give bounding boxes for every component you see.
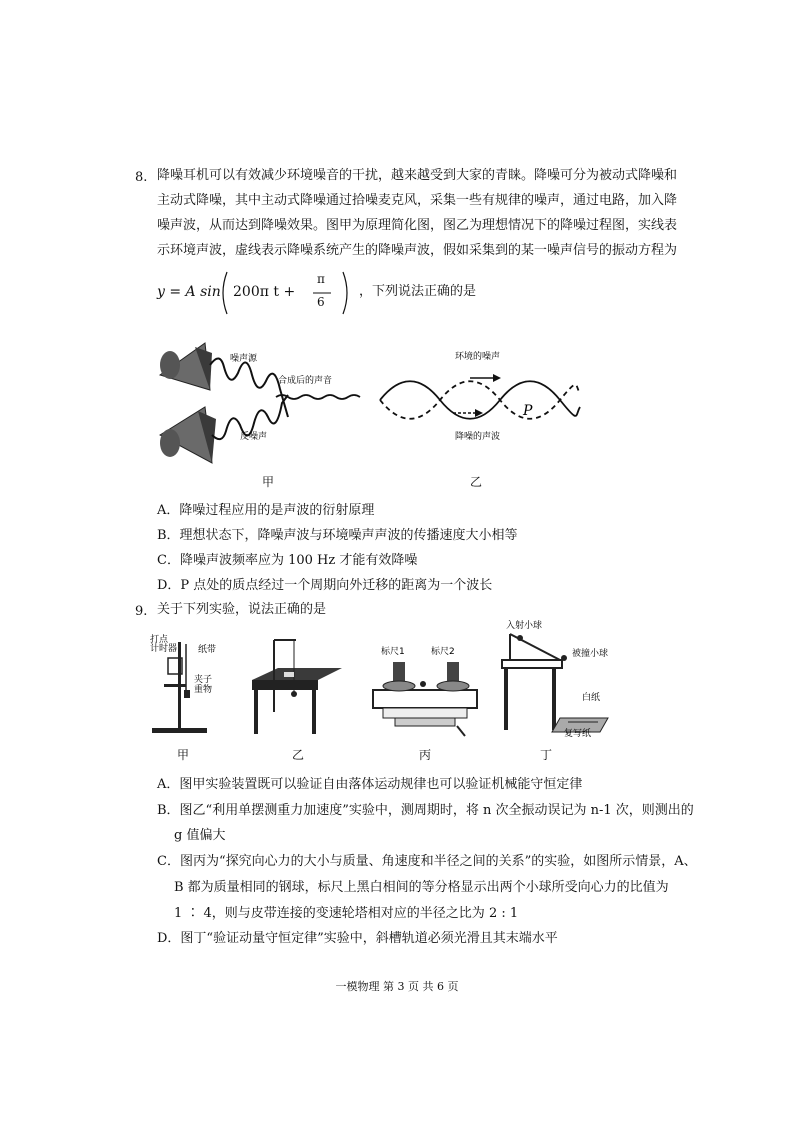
- q8-caption-yi: 乙: [470, 475, 483, 489]
- q8-caption-jia: 甲: [262, 475, 275, 489]
- equation-tail: ，下列说法正确的是: [359, 284, 477, 299]
- q9-option-b-line-2: g 值偏大: [174, 828, 226, 843]
- q8-stem-line-2: 主动式降噪，其中主动式降噪通过拾噪麦克风，采集一些有规律的噪声，通过电路，加入降: [157, 193, 678, 208]
- label-noise-source: 噪声源: [230, 354, 258, 364]
- label-clip: 夹子: [194, 675, 213, 685]
- q9-figure-ding: [498, 620, 623, 738]
- q9-caption-yi: 乙: [292, 748, 305, 762]
- q9-number: 9.: [135, 604, 148, 619]
- q9-stem: 关于下列实验，说法正确的是: [157, 602, 327, 617]
- q8-figure-yi: [375, 345, 585, 455]
- q9-caption-bing: 丙: [419, 748, 432, 762]
- label-target-ball: 被撞小球: [572, 649, 609, 659]
- label-combined: 合成后的声音: [278, 376, 333, 386]
- label-incident-ball: 入射小球: [506, 621, 543, 631]
- q8-stem-line-4: 示环境声波，虚线表示降噪系统产生的降噪声波，假如采集到的某一噪声信号的振动方程为: [157, 243, 678, 258]
- equation-frac-den: 6: [317, 295, 325, 309]
- q9-option-b-line-1: B．图乙“利用单摆测重力加速度”实验中，测周期时，将 n 次全振动误记为 n-1 次，则测出的: [157, 803, 694, 818]
- q8-option-c: C．降噪声波频率应为 100 Hz 才能有效降噪: [157, 553, 418, 568]
- q9-option-c-line-2: B 都为质量相同的钢球，标尺上黑白相间的等分格显示出两个小球所受向心力的比值为: [174, 880, 669, 895]
- label-reduce-wave: 降噪的声波: [455, 432, 501, 442]
- q8-option-d: D．P 点处的质点经过一个周期向外迁移的距离为一个波长: [157, 578, 493, 593]
- label-anti-noise: 反噪声: [240, 432, 268, 442]
- q8-figure-jia: [150, 335, 370, 475]
- equation-frac-num: π: [317, 272, 325, 286]
- label-env-noise: 环境的噪声: [455, 352, 501, 362]
- q8-option-b: B．理想状态下，降噪声波与环境噪声声波的传播速度大小相等: [157, 528, 518, 543]
- label-point-p: P: [523, 403, 533, 419]
- q8-number: 8.: [135, 170, 148, 185]
- q8-option-a: A．降噪过程应用的是声波的衍射原理: [157, 503, 375, 518]
- label-weight: 重物: [194, 685, 213, 695]
- q8-stem-line-1: 降噪耳机可以有效减少环境噪音的干扰，越来越受到大家的青睐。降噪可分为被动式降噪和: [157, 168, 678, 183]
- speaker-top-icon: [160, 343, 212, 390]
- q9-caption-ding: 丁: [540, 748, 553, 762]
- q9-figure-bing: [365, 640, 485, 740]
- speaker-bottom-icon: [160, 407, 216, 463]
- page-footer: 一模物理 第 3 页 共 6 页: [335, 980, 459, 993]
- label-timer-2: 计时器: [150, 644, 178, 654]
- q9-option-d: D．图丁“验证动量守恒定律”实验中，斜槽轨道必须光滑且其末端水平: [157, 931, 558, 946]
- label-scale-2: 标尺2: [431, 647, 455, 657]
- q9-option-c-line-1: C．图丙为“探究向心力的大小与质量、角速度和半径之间的关系”的实验，如图所示情景，A、: [157, 854, 697, 869]
- q9-option-c-line-3: 1 ∶ 4，则与皮带连接的变速轮塔相对应的半径之比为 2 : 1: [174, 906, 519, 921]
- label-timer-1: 打点: [150, 635, 169, 645]
- label-white-paper: 白纸: [582, 693, 601, 703]
- q8-stem-line-3: 噪声波，从而达到降噪效果。图甲为原理简化图，图乙为理想情况下的降噪过程图，实线表: [157, 218, 678, 233]
- q9-figure-yi: [248, 632, 348, 737]
- label-scale-1: 标尺1: [381, 647, 405, 657]
- equation-inner: 200π t +: [233, 284, 296, 300]
- label-carbon-paper: 复写纸: [564, 729, 592, 738]
- q8-equation: [157, 268, 477, 318]
- label-tape: 纸带: [198, 645, 217, 655]
- noise-wave: [210, 358, 288, 417]
- q9-caption-jia: 甲: [177, 748, 190, 762]
- q9-option-a: A．图甲实验装置既可以验证自由落体运动规律也可以验证机械能守恒定律: [157, 777, 583, 792]
- equation-lhs: y = A sin: [157, 284, 221, 300]
- q9-figure-jia: [150, 632, 230, 737]
